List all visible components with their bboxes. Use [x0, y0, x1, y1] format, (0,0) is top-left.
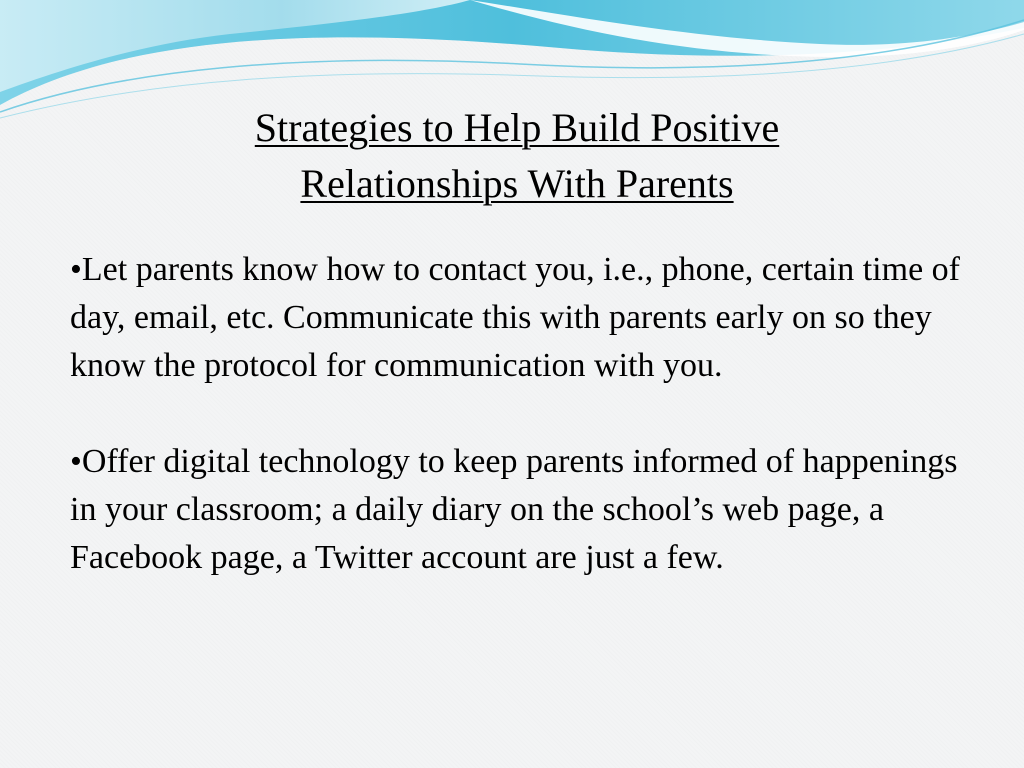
slide-title-line-1: Strategies to Help Build Positive	[254, 105, 780, 150]
slide-body	[70, 246, 970, 582]
bullet-contact-info: •Let parents know how to contact you, i.e., phone, certain time of day, email, etc. Communicate this with parents early on so they know the protocol for communication with you.	[70, 251, 960, 384]
wave-band-light	[0, 0, 470, 92]
slide-title-line-2: Relationships With Parents	[300, 161, 734, 206]
slide-title	[150, 100, 884, 212]
bullet-digital-technology: •Offer digital technology to keep parents informed of happenings in your classroom; a daily diary on the school’s web page, a Facebook page, a Twitter account are just a few.	[70, 443, 958, 576]
